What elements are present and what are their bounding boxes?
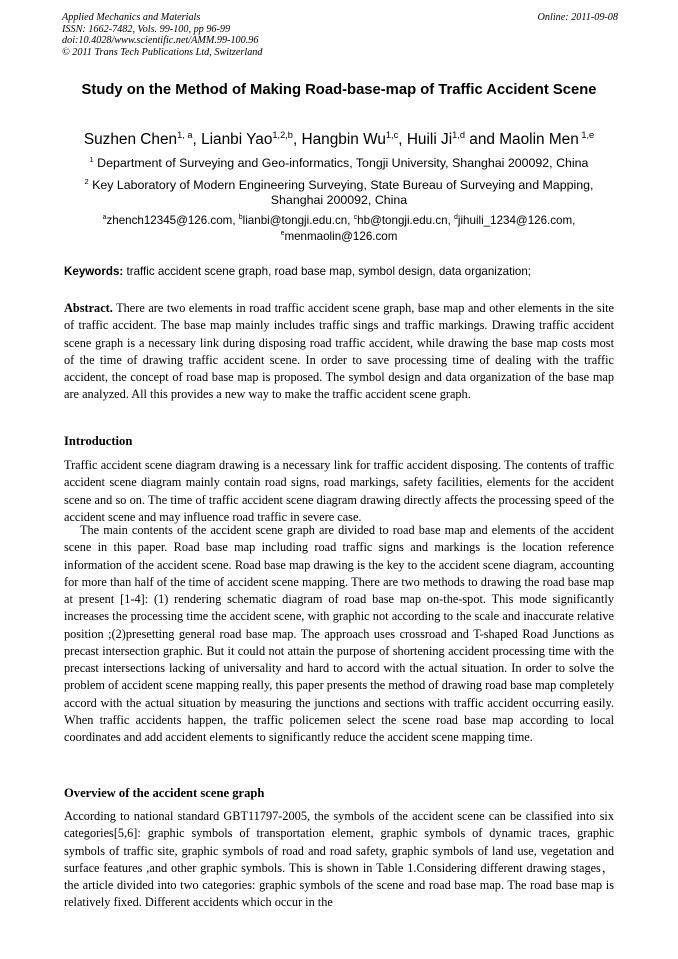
author-name: Lianbi Yao xyxy=(201,131,273,148)
keywords xyxy=(64,264,614,279)
affiliation-number: 1 xyxy=(89,154,94,164)
email-superscript: b xyxy=(238,214,243,222)
author-name: Suzhen Chen xyxy=(83,131,178,148)
author-separator: , xyxy=(398,131,407,148)
paper-title: Study on the Method of Making Road-base-map of Traffic Accident Scene xyxy=(81,82,597,98)
author-separator: , xyxy=(192,131,202,148)
affiliation-text: Key Laboratory of Modern Engineering Surveying, State Bureau of Surveying and Mapping, Shanghai 200092, China xyxy=(92,178,594,207)
email-superscript: e xyxy=(280,229,285,237)
author-superscript: 1,c xyxy=(385,129,399,140)
author-separator: , xyxy=(292,131,302,148)
email-superscript: c xyxy=(353,214,358,222)
author-separator: and xyxy=(464,131,500,148)
keywords-label: Keywords: xyxy=(64,265,124,278)
affiliation-text: Department of Surveying and Geo-informatics, Tongji University, Shanghai 200092, China xyxy=(97,156,589,170)
author-superscript: 1,d xyxy=(452,129,465,140)
introduction-heading: Introduction xyxy=(64,434,133,448)
abstract-text: There are two elements in road traffic accident scene graph, base map and other elements in the site of traffic accident. The base map mainly includes traffic sings and traffic markings. Drawing traffic accident scene graph is a necessary link during disposing road traffic accident, while drawing the base map costs most of the time of drawing traffic accident scene. In order to save processing time of dealing with the traffic accident, the concept of road base map is proposed. The symbol design and data organization of the base map are analyzed. All this provides a new way to make the traffic accident scene graph. xyxy=(64,301,614,402)
overview-heading: Overview of the accident scene graph xyxy=(64,786,265,800)
abstract-label: Abstract. xyxy=(64,301,113,315)
email-address: lianbi@tongji.edu.cn, xyxy=(242,214,354,227)
introduction-paragraph-2: The main contents of the accident scene graph are divided to road base map and elements of the accident scene in this paper. Road base map including road traffic signs and markings is the location reference information of the accident scene. Road base map drawing is the key to the accident scene diagram, accounting for more than half of the time of accident scene mapping. There are two methods to drawing the road base map at present [1-4]: (1) rendering schematic diagram of road base map on-the-spot. This mode significantly increases the processing time the accident scene, with graphic not according to the scale and inaccurate relative position ;(2)presetting general road base map. The approach uses crossroad and T-shaped Road Junctions as precast intersection graphic. But it could not attain the purpose of shortening accident processing time with the precast intersections lacking of universality and hard to accord with the actual situation. In order to solve the problem of accident scene mapping really, this paper presents the method of drawing road base map completely accord with the actual situation by measuring the junctions and sections with traffic accident occurring easily. When traffic accidents happen, the traffic policemen select the scene road base map according to local coordinates and add accident elements to significantly reduce the accident scene mapping time. xyxy=(64,523,614,744)
author-name: Hangbin Wu xyxy=(301,131,386,148)
affiliation-number: 2 xyxy=(84,176,89,186)
email-superscript: d xyxy=(454,214,458,222)
author-superscript: 1,e xyxy=(578,129,595,140)
email-address: hb@tongji.edu.cn, xyxy=(357,214,455,227)
overview-paragraph-1: According to national standard GBT11797-2005, the symbols of the accident scene can be classified into six categories[5,6]: graphic symbols of transportation element, graphic symbols of dynamic traces, graphic symbols of traffic site, graphic symbols of road and road safety, graphic symbols of land use, vegetation and surface features ,and other graphic symbols. This is shown in Table 1.Considering different drawing stages，the article divided into two categories: graphic symbols of the scene and road base map. The road base map is relatively fixed. Different accidents which occur in the xyxy=(64,809,614,910)
doi-line: doi:10.4028/www.scientific.net/AMM.99-100.96 xyxy=(62,35,259,47)
email-address: zhench12345@126.com, xyxy=(106,214,239,227)
email-list xyxy=(40,213,638,244)
online-date: Online: 2011-09-08 xyxy=(537,12,618,23)
author-list xyxy=(30,131,648,149)
introduction-paragraph-1: Traffic accident scene diagram drawing is a necessary link for traffic accident disposing. The contents of traffic accident scene diagram mainly contain road signs, road markings, safety facilities, elements for the accident scene and so on. The time of traffic accident scene diagram drawing directly affects the processing speed of the accident scene and may influence road traffic in severe case. xyxy=(64,458,614,524)
email-address: menmaolin@126.com xyxy=(284,229,398,243)
keywords-text: traffic accident scene graph, road base map, symbol design, data organization; xyxy=(123,265,532,278)
author-superscript: 1, a xyxy=(177,129,193,140)
journal-header xyxy=(62,12,618,58)
abstract xyxy=(64,300,614,404)
author-name: Huili Ji xyxy=(406,131,453,148)
issn-line: ISSN: 1662-7482, Vols. 99-100, pp 96-99 xyxy=(62,23,231,35)
copyright-line: © 2011 Trans Tech Publications Ltd, Switzerland xyxy=(62,46,263,58)
author-superscript: 1,2,b xyxy=(272,129,293,140)
author-name: Maolin Men xyxy=(499,131,579,148)
email-address: jihuili_1234@126.com, xyxy=(457,214,576,227)
affiliation-1 xyxy=(62,156,616,171)
email-superscript: a xyxy=(102,214,107,222)
journal-name: Applied Mechanics and Materials xyxy=(62,12,201,23)
affiliation-2 xyxy=(62,178,616,208)
